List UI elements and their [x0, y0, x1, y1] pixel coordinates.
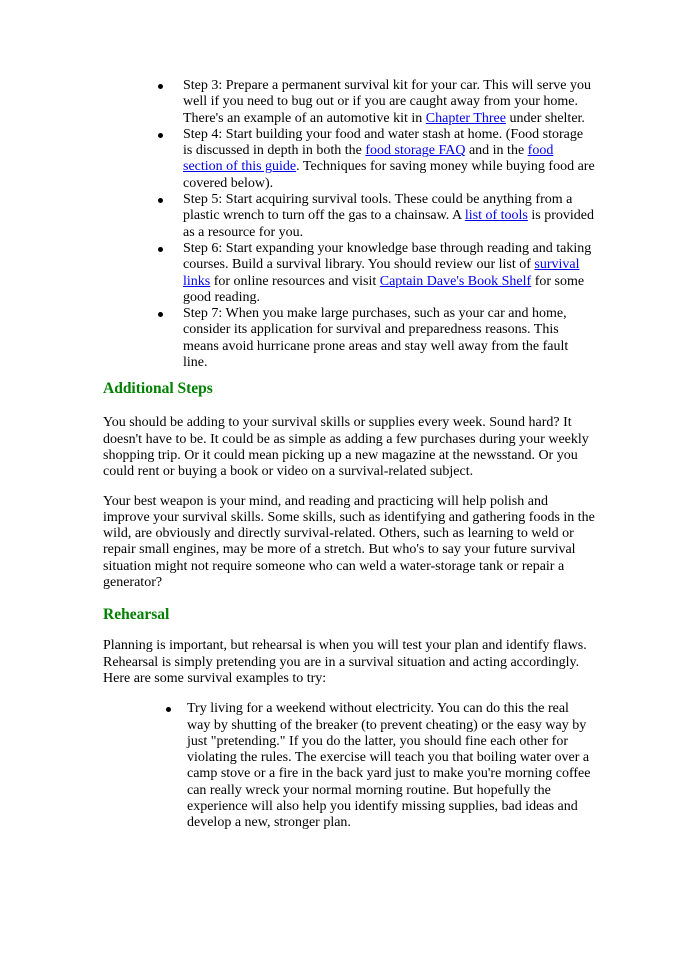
paragraph-adding-skills: You should be adding to your survival skills or supplies every week. Sound hard? It doesn't have to be. It could be as simple as adding a few purchases during your weekly shopping trip. Or it could mean picking up a new magazine at the newsstand. Or you could rent or buying a book or video on a survival-related subject.	[103, 415, 589, 480]
paragraph-best-weapon: Your best weapon is your mind, and reading and practicing will help polish and improve your survival skills. Some skills, such as identifying and gathering foods in the wild, are obviously and directly survival-related. Others, such as learning to weld or repair small engines, may be more of a stretch. But who's to say your future survival situation might not require someone who can weld a water-storage tank or repair a generator?	[103, 493, 595, 591]
text-link[interactable]: Captain Dave's Book Shelf	[379, 273, 532, 289]
list-item: Step 5: Start acquiring survival tools. These could be anything from a plastic wrench to turn off the gas to a chainsaw. A list of tools is provided as a resource for you.	[183, 192, 594, 240]
list-item: Step 7: When you make large purchases, such as your car and home, consider its application for survival and preparedness reasons. This means avoid hurricane prone areas and stay well away from the fault line.	[183, 306, 595, 371]
list-item: Step 6: Start expanding your knowledge base through reading and taking courses. Build a survival library. You should review our list of survival links for online resources and visit Captain Dave's Book Shelf for some good reading.	[183, 241, 595, 306]
rehearsal-heading: Rehearsal	[103, 606, 170, 624]
text-link[interactable]: survival links	[183, 257, 580, 289]
list-item: Step 3: Prepare a permanent survival kit for your car. This will serve you well if you need to bug out or if you are caught away from your home. There's an example of an automotive kit in Chapter Three under shelter.	[183, 78, 595, 127]
text-link[interactable]: food storage FAQ	[365, 143, 466, 159]
additional-steps-heading: Additional Steps	[103, 380, 213, 398]
steps-list	[103, 78, 595, 371]
text-link[interactable]: list of tools	[464, 208, 528, 224]
paragraph-planning: Planning is important, but rehearsal is when you will test your plan and identify flaws. Rehearsal is simply pretending you are in a survival situation and acting accordingly. Here are some survival examples to try:	[103, 638, 587, 686]
list-item: Try living for a weekend without electricity. You can do this the real way by shutting of the breaker (to prevent cheating) or the easy way by just "pretending." If you do the latter, you should fine each other for violating the rules. The exercise will teach you that boiling water over a camp stove or a fire in the back yard just to make you're morning coffee can really wreck your normal morning routine. But hopefully the experience will also help you identify missing supplies, bad ideas and develop a new, stronger plan.	[187, 701, 595, 831]
text-link[interactable]: food section of this guide	[183, 143, 554, 175]
list-item: Step 4: Start building your food and water stash at home. (Food storage is discussed in depth in both the food storage FAQ and in the food section of this guide. Techniques for saving money while buying food are covered below).	[183, 126, 595, 191]
rehearsal-list	[103, 701, 595, 831]
text-link[interactable]: Chapter Three	[425, 110, 506, 126]
document-page	[103, 78, 595, 832]
